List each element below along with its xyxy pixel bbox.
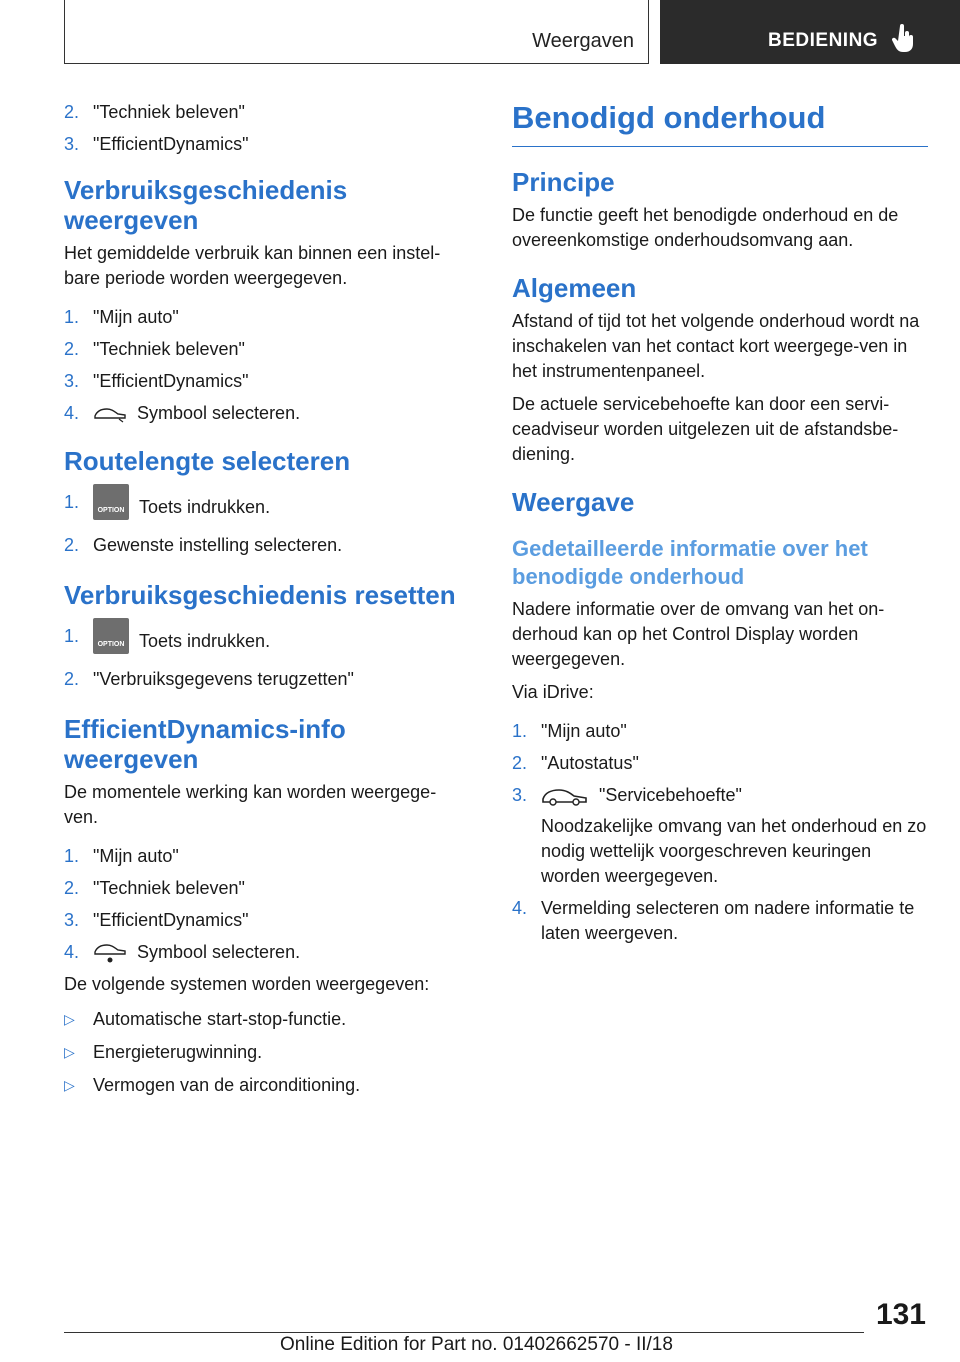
heading-weergave: Weergave <box>512 487 635 517</box>
step3-note: Noodzakelijke omvang van het onderhoud en zo nodig wettelijk voorgeschreven keuringen worden weergegeven. <box>541 816 927 886</box>
list-item: 1. "Mijn auto" <box>64 307 179 327</box>
heading-history: Verbruiksgeschiedenis weergeven <box>64 175 348 235</box>
list-item: 3. "EfficientDynamics" <box>64 371 249 391</box>
list-item: 4. Symbool selecteren. <box>64 403 301 423</box>
reset-steps <box>64 624 464 692</box>
weergave-body: Nadere informatie over de omvang van het on-derhoud kan op het Control Display worden weergegeven. <box>512 599 885 669</box>
algemeen-body-1: Afstand of tijd tot het volgende onderhoud wordt na inschakelen van het contact kort weergege-ven in het instrumentenpaneel. <box>512 311 920 381</box>
right-column <box>512 100 928 953</box>
option-button-icon: OPTION <box>93 484 129 520</box>
principe-body: De functie geeft het benodigde onderhoud en de overeenkomstige onderhoudsomvang aan. <box>512 205 899 250</box>
ed-info-after: De volgende systemen worden weergegeven: <box>64 974 430 994</box>
list-item: 1. "Mijn auto" <box>512 721 627 741</box>
heading-ed-info: EfficientDynamics-info weergeven <box>64 714 346 774</box>
list-item: 2. "Techniek beleven" <box>64 878 245 898</box>
page-title: Benodigd onderhoud <box>512 100 928 147</box>
hand-pointer-icon <box>892 24 916 54</box>
list-item: 3. "Servicebehoefte" Noodzakelijke omvang van het onderhoud en zo nodig wettelijk voorgeschreven keuringen worden weergegeven. <box>512 783 928 889</box>
section-title: BEDIENING <box>768 30 879 51</box>
triangle-bullet-icon: ▷ <box>64 1011 75 1027</box>
car-service-icon <box>541 786 589 806</box>
route-steps <box>64 490 464 558</box>
car-energy-icon <box>93 942 127 964</box>
history-body: Het gemiddelde verbruik kan binnen een instel-bare periode worden weergegeven. <box>64 243 441 288</box>
list-item: 1. OPTION Toets indrukken. <box>64 490 464 526</box>
list-item: 1. "Mijn auto" <box>64 846 179 866</box>
heading-reset: Verbruiksgeschiedenis resetten <box>64 580 456 610</box>
footer-divider <box>64 1332 864 1333</box>
list-item: ▷ Energieterugwinning. <box>64 1040 464 1065</box>
list-item: 4. Symbool selecteren. <box>64 940 464 965</box>
heading-algemeen: Algemeen <box>512 273 637 303</box>
triangle-bullet-icon: ▷ <box>64 1044 75 1060</box>
list-item: 3. "EfficientDynamics" <box>64 910 249 930</box>
list-item: ▷ Vermogen van de airconditioning. <box>64 1073 464 1098</box>
chapter-title: Weergaven <box>532 30 634 52</box>
history-steps <box>64 305 464 426</box>
list-item: 4. Vermelding selecteren om nadere informatie te laten weergeven. <box>512 898 915 943</box>
continued-steps <box>64 100 464 157</box>
ed-info-body: De momentele werking kan worden weergege-ven. <box>64 782 437 827</box>
footer-edition: Online Edition for Part no. 01402662570 - II/18 <box>280 1334 673 1355</box>
subheading-details: Gedetailleerde informatie over het benodigde onderhoud <box>512 536 868 589</box>
heading-principe: Principe <box>512 167 615 197</box>
ed-info-steps <box>64 844 464 965</box>
car-history-icon <box>93 404 127 424</box>
algemeen-body-2: De actuele servicebehoefte kan door een servi-ceadviseur worden uitgelezen uit de afstandsbe-diening. <box>512 394 899 464</box>
page-number: 131 <box>875 1298 926 1331</box>
ed-info-bullets <box>64 1007 464 1098</box>
list-item: 2. "Techniek beleven" <box>64 102 245 122</box>
list-item: 3. "EfficientDynamics" <box>64 134 249 154</box>
weergave-via: Via iDrive: <box>512 682 594 702</box>
list-item: 2. "Techniek beleven" <box>64 339 245 359</box>
chapter-tab <box>64 0 649 64</box>
list-item: 2. "Autostatus" <box>512 753 639 773</box>
list-item: 2. Gewenste instelling selecteren. <box>64 535 343 555</box>
heading-route: Routelengte selecteren <box>64 446 351 476</box>
triangle-bullet-icon: ▷ <box>64 1077 75 1093</box>
list-item: ▷ Automatische start-stop-functie. <box>64 1007 464 1032</box>
list-item: 1. OPTION Toets indrukken. <box>64 624 464 660</box>
section-tab <box>660 0 960 64</box>
left-column <box>64 100 464 1106</box>
option-button-icon: OPTION <box>93 618 129 654</box>
list-item: 2. "Verbruiksgegevens terugzetten" <box>64 669 354 689</box>
weergave-steps <box>512 719 928 946</box>
